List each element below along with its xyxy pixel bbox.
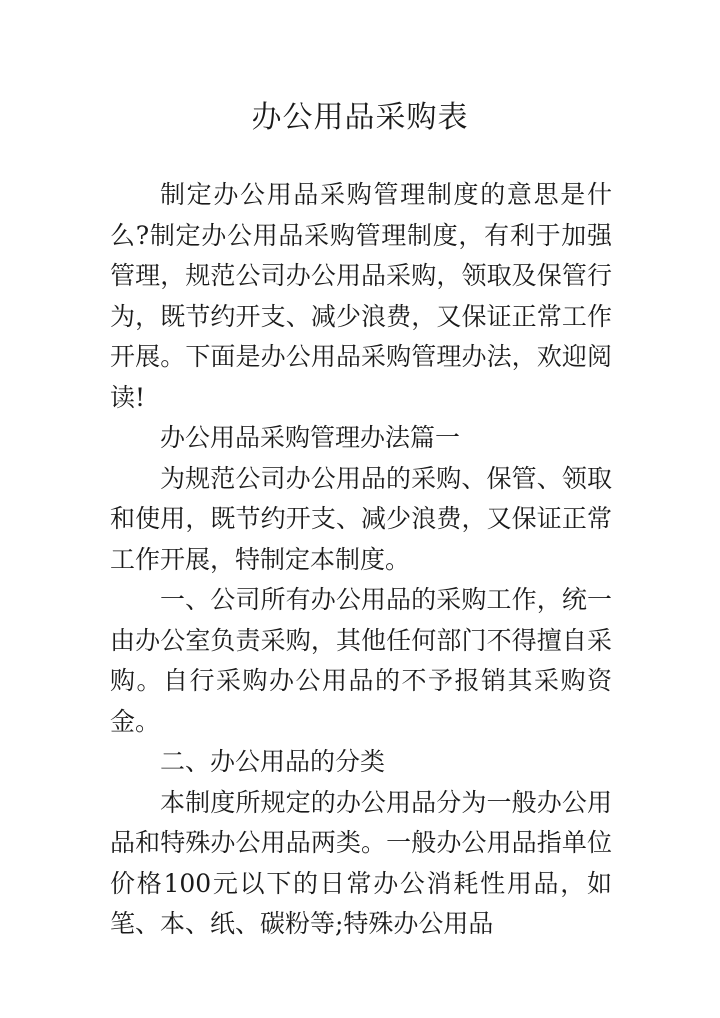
paragraph-classification: 本制度所规定的办公用品分为一般办公用品和特殊办公用品两类。一般办公用品指单位价格100元以下的日常办公消耗性用品，如笔、本、纸、碳粉等;特殊办公用品	[110, 787, 612, 938]
paragraph-clause-1: 一、公司所有办公用品的采购工作，统一由办公室负责采购，其他任何部门不得擅自采购。自行采购办公用品的不予报销其采购资金。	[110, 585, 612, 736]
clause-2-heading: 二、办公用品的分类	[160, 747, 386, 776]
paragraph-intro: 制定办公用品采购管理制度的意思是什么?制定办公用品采购管理制度，有利于加强管理，规范公司办公用品采购，领取及保管行为，既节约开支、减少浪费，又保证正常工作开展。下面是办公用品采购管理办法，欢迎阅读!	[110, 180, 612, 412]
paragraph-purpose: 为规范公司办公用品的采购、保管、领取和使用，既节约开支、减少浪费，又保证正常工作开展，特制定本制度。	[110, 463, 612, 574]
document-title: 办公用品采购表	[251, 100, 469, 135]
document-body	[110, 175, 612, 945]
section-heading: 办公用品采购管理办法篇一	[160, 423, 461, 452]
